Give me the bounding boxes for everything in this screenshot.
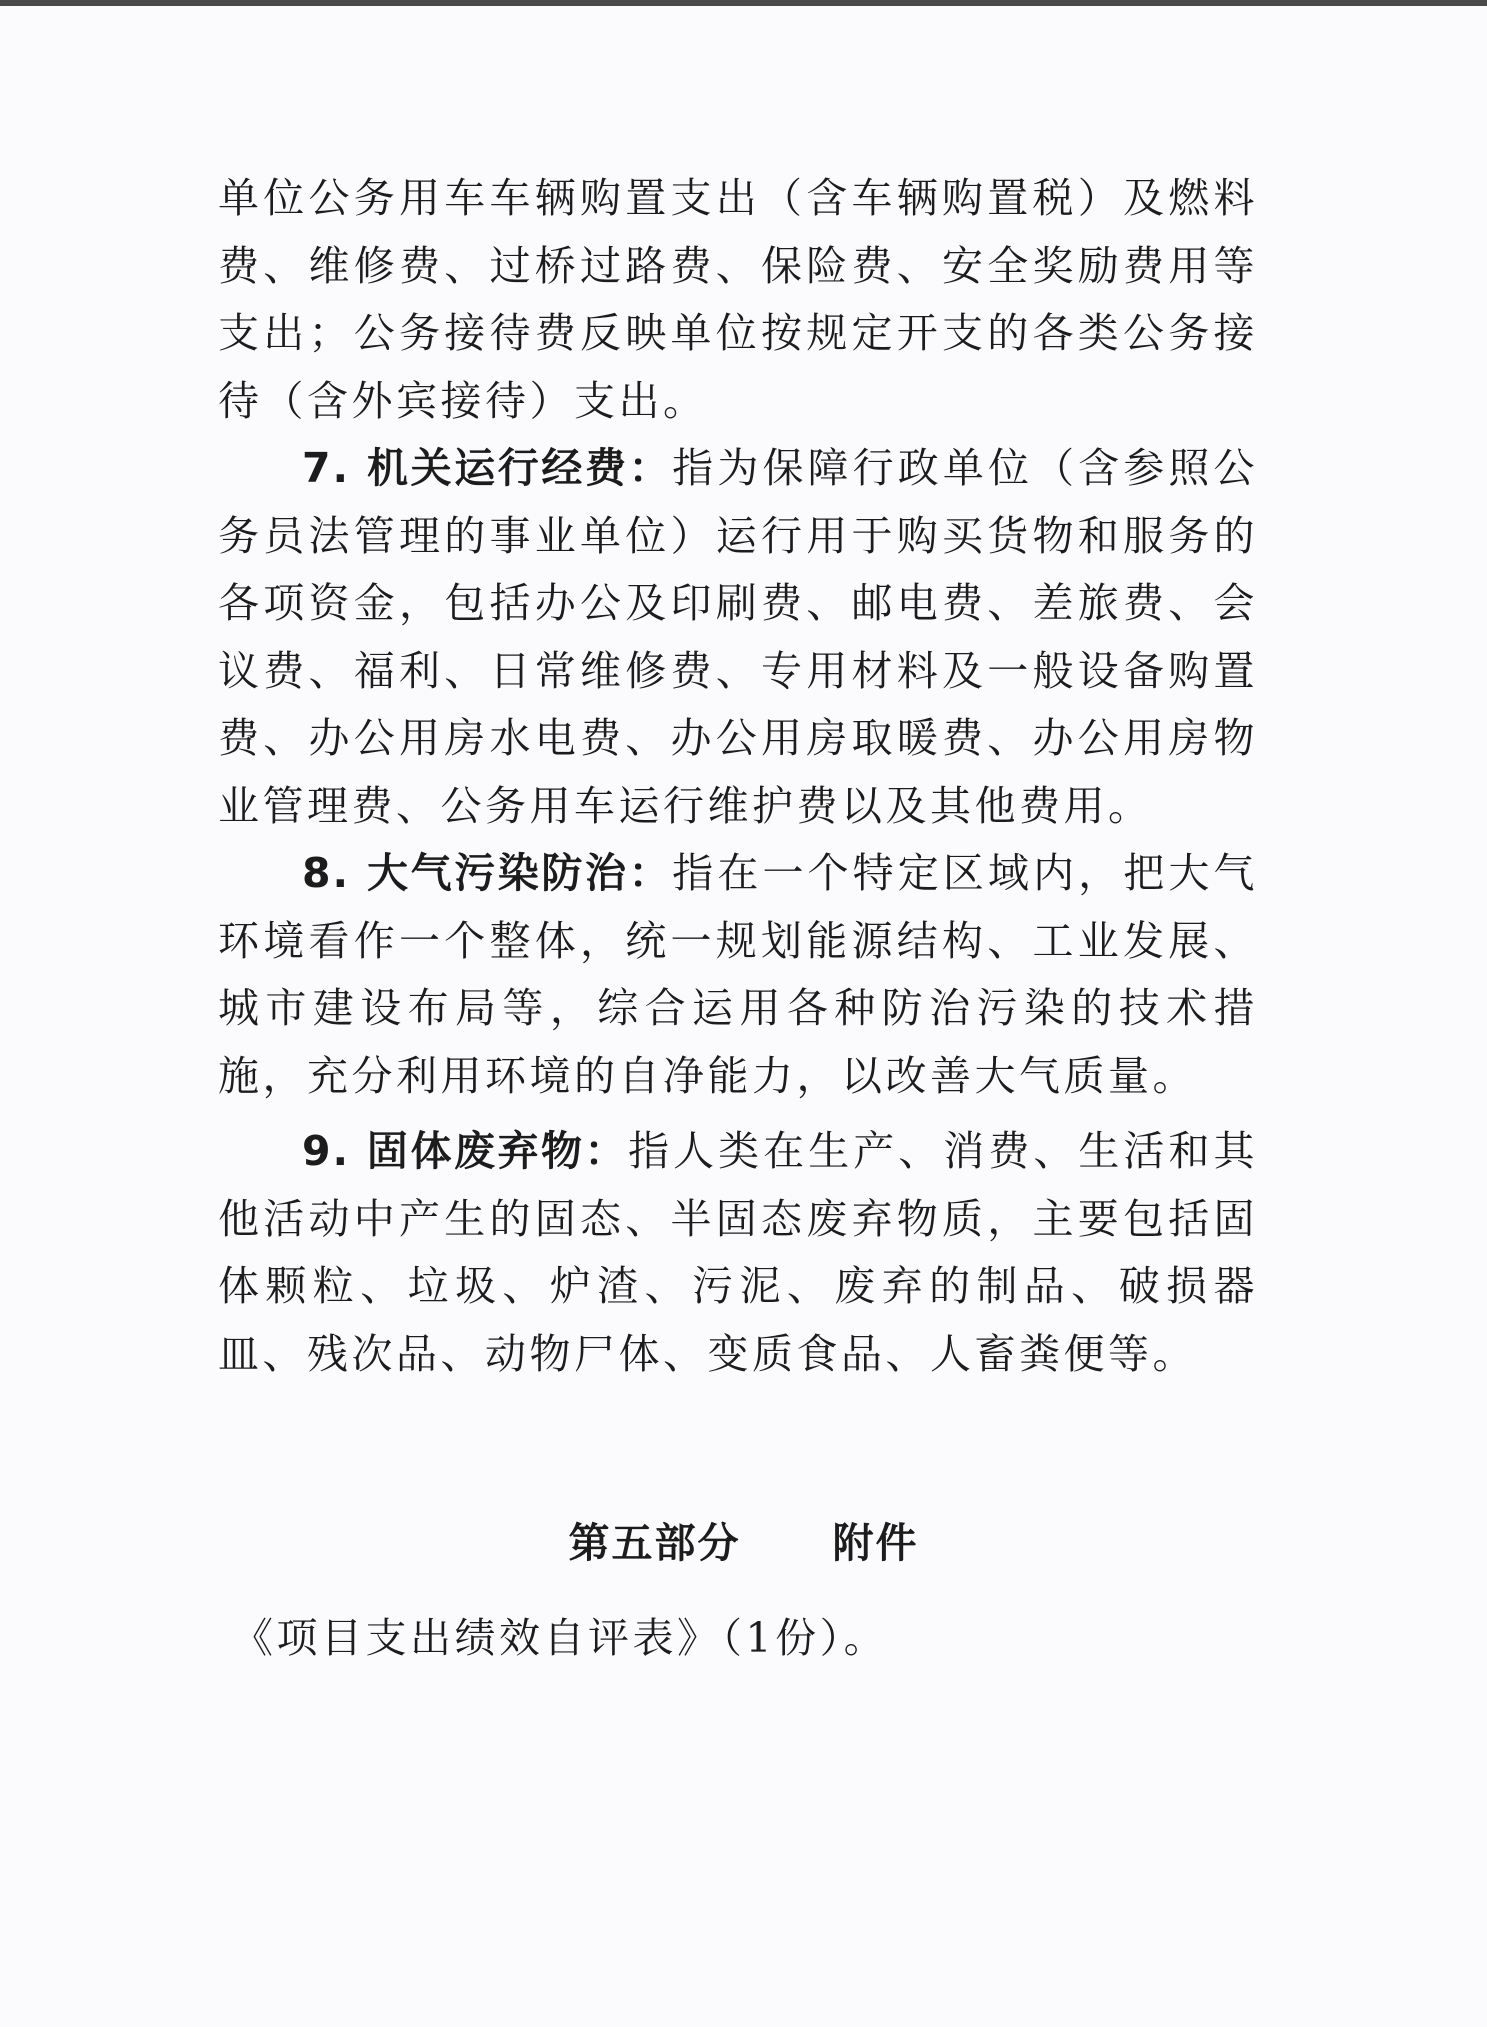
- section-name: 附件: [832, 1519, 919, 1567]
- paragraph-definition-9: [218, 1118, 1258, 1388]
- paragraph-text: 指在一个特定区域内，把大气环境看作一个整体，统一规划能源结构、工业发展、城市建设布局等，综合运用各种防治污染的技术措施，充分利用环境的自净能力，以改善大气质量。: [218, 849, 1258, 1100]
- term-heading: 7. 机关运行经费：: [302, 444, 673, 492]
- paragraph-definition-7: [218, 435, 1258, 840]
- section-heading: [0, 1510, 1487, 1569]
- paragraph-definition-8: [218, 840, 1258, 1110]
- term-heading: 8. 大气污染防治：: [302, 849, 673, 897]
- paragraph-text: 指人类在生产、消费、生活和其他活动中产生的固态、半固态废弃物质，主要包括固体颗粒、垃圾、炉渣、污泥、废弃的制品、破损器皿、残次品、动物尸体、变质食品、人畜粪便等。: [218, 1127, 1258, 1378]
- term-heading: 9. 固体废弃物：: [302, 1127, 629, 1175]
- scan-top-edge: [0, 0, 1487, 6]
- paragraph-continued: [218, 165, 1258, 435]
- section-part: 第五部分: [568, 1519, 741, 1567]
- attachment-line: 《项目支出绩效自评表》（1份）。: [232, 1614, 889, 1662]
- paragraph-text: 单位公务用车车辆购置支出（含车辆购置税）及燃料费、维修费、过桥过路费、保险费、安全奖励费用等支出；公务接待费反映单位按规定开支的各类公务接待（含外宾接待）支出。: [218, 174, 1258, 425]
- document-body: [218, 165, 1258, 1388]
- paragraph-text: 指为保障行政单位（含参照公务员法管理的事业单位）运行用于购买货物和服务的各项资金，包括办公及印刷费、邮电费、差旅费、会议费、福利、日常维修费、专用材料及一般设备购置费、办公用房水电费、办公用房取暖费、办公用房物业管理费、公务用车运行维护费以及其他费用。: [218, 444, 1258, 830]
